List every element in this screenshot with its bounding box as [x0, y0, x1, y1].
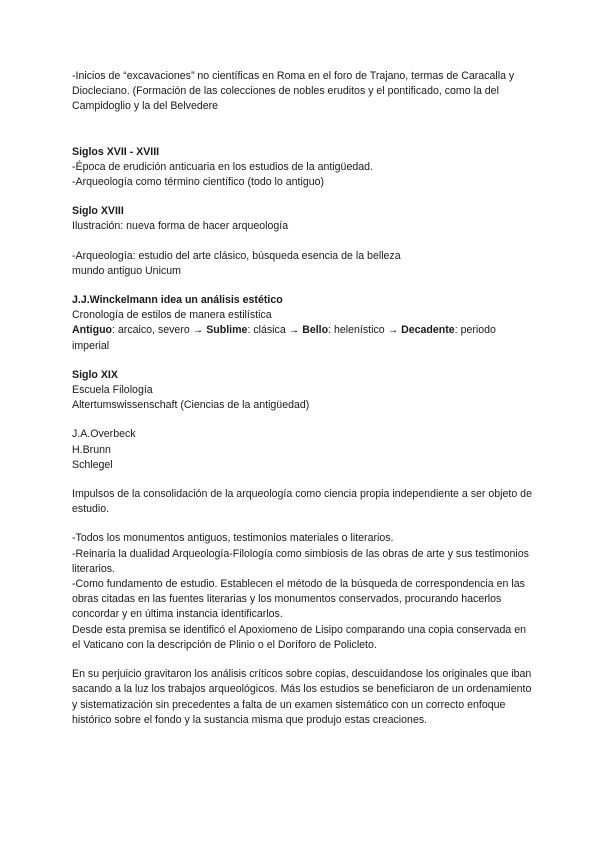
style-desc-bello: : helenístico → — [328, 324, 402, 337]
s18-line-1: Ilustración: nueva forma de hacer arqueología — [72, 220, 289, 233]
s19-line-2: Altertumswissenschaft (Ciencias de la antigüedad) — [72, 399, 310, 412]
winckelmann-line-1: Cronología de estilos de manera estilística — [72, 309, 272, 322]
spacer — [72, 279, 532, 293]
spacer — [72, 517, 532, 531]
s18-line-3: mundo antiguo Unicum — [72, 264, 181, 277]
style-term-bello: Bello — [302, 324, 329, 337]
heading-siglo-xix: Siglo XIX — [72, 368, 118, 381]
s17-18-line-2: -Arqueología como término científico (todo lo antiguo) — [72, 176, 325, 189]
s18-line-2: -Arqueología: estudio del arte clásico, búsqueda esencia de la belleza — [72, 249, 401, 262]
style-term-decadente: Decadente — [401, 324, 455, 337]
spacer — [72, 190, 532, 204]
spacer — [72, 354, 532, 368]
intro-paragraph: -Inicios de “excavaciones” no científicas en Roma en el foro de Trajano, termas de Caracalla y Diocleciano. (Formación de las colecciones de nobles eruditos y el pontificado, como la del Campidoglio y la del Belvedere — [72, 70, 515, 113]
s17-18-line-1: -Época de erudición anticuaria en los estudios de la antigüedad. — [72, 160, 373, 173]
style-term-antiguo: Antiguo — [72, 324, 113, 337]
heading-siglos-xvii-xviii: Siglos XVII - XVIII — [72, 145, 160, 158]
spacer — [72, 115, 532, 145]
spacer — [72, 653, 532, 667]
style-desc-sublime: : clásica → — [247, 324, 303, 337]
style-desc-decadente: : periodo imperial — [72, 324, 496, 352]
point-2: -Reinaría la dualidad Arqueología-Filología como simbiosis de las obras de arte y sus testimonios literarios. — [72, 547, 529, 575]
name-brunn: H.Brunn — [72, 443, 111, 456]
s19-line-1: Escuela Filología — [72, 384, 153, 397]
closing-paragraph: En su perjuicio gravitaron los análisis críticos sobre copias, descuidandose los originales que iban sacando a la luz los trabajos arqueológicos. Más los estudios se beneficiaron de un ordenamiento y sistematización sin precedentes a falta de un examen sistemático con un correcto enfoque histórico sobre el fondo y la sustancia misma que produjo estas creaciones. — [72, 668, 532, 726]
name-overbeck: J.A.Overbeck — [72, 428, 136, 441]
heading-winckelmann: J.J.Winckelmann idea un análisis estético — [72, 294, 283, 307]
point-3: -Como fundamento de estudio. Establecen el método de la búsqueda de correspondencia en las obras citadas en las fuentes literarias y los monumentos conservados, procurando hacerlos concordar y en última instancia identificarlos. — [72, 578, 525, 621]
spacer — [72, 413, 532, 427]
point-4: Desde esta premisa se identificó el Apoxiomeno de Lisipo comparando una copia conservada en el Vaticano con la descripción de Plinio o el Doríforo de Policleto. — [72, 623, 527, 651]
style-term-sublime: Sublime — [206, 324, 248, 337]
style-desc-antiguo: : arcaico, severo → — [112, 324, 207, 337]
name-schlegel: Schlegel — [72, 458, 113, 471]
point-1: -Todos los monumentos antiguos, testimonios materiales o literarios. — [72, 532, 394, 545]
spacer — [72, 235, 532, 249]
spacer — [72, 473, 532, 487]
impulse-paragraph: Impulsos de la consolidación de la arqueología como ciencia propia independiente a ser objeto de estudio. — [72, 488, 532, 516]
heading-siglo-xviii: Siglo XVIII — [72, 205, 124, 218]
winckelmann-styles — [72, 323, 532, 353]
document-body — [72, 69, 532, 728]
